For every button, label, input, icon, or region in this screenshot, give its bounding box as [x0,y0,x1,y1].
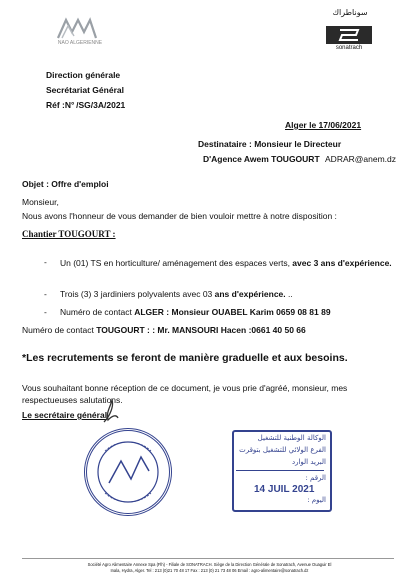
sender-secretariat: Secrétariat Général [46,85,124,95]
stamp-agency: الوكالة الوطنية للتشغيل [257,434,326,442]
sonatrach-emblem-icon [326,26,372,44]
footer-line-2: Inala, Hydra, Alger. Tel : 213 (0)21 70 48 17 Fax : 213 (0) 21 73 48 06 Email : agro-alimentaire@sonatrach.dz [110,568,309,573]
chantier-heading: Chantier TOUGOURT : [22,229,116,239]
company-logo-text: NAO ALGERIENNE [57,40,103,46]
company-logo [48,14,108,48]
footer-line-1: Société Agro Alimentaire Annexe Spa (Flh) - Filiale de SONATRACH. Siège de la Direction Générale de Sonatrach, Avenue Ouaguir El [87,562,332,567]
stamp-date: 14 JUIL 2021 [254,484,315,495]
stamp-divider [236,470,324,471]
letter-subject: Objet : Offre d'emploi [22,179,109,189]
footer-divider [22,558,394,559]
salutation: Monsieur, [22,197,59,207]
sonatrach-latin: sonatrach [335,45,363,51]
stamp-day-label: اليوم : [307,496,326,504]
stamp-number-label: الرقم : [305,474,326,482]
bullet-item-2: Trois (3) 3 jardiniers polyvalents avec 03 ans d'expérience. .. [60,289,293,299]
signature-mark-icon [100,398,120,426]
stamp-branch: الفرع الولائي للتشغيل بتوقرت [239,446,326,454]
bullet-dash-1: - [44,257,47,267]
reference-number: Réf :N° /SG/3A/2021 [46,100,126,110]
sonatrach-arabic: سوناطراك [332,8,368,17]
official-round-stamp-icon [84,428,172,516]
contact-tougourt: Numéro de contact TOUGOURT : : Mr. MANSOURI Hacen :0661 40 50 66 [22,325,306,335]
bullet-item-1: Un (01) TS en horticulture/ aménagement des espaces verts, avec 3 ans d'expérience. [60,258,392,268]
bullet-dash-2: - [44,289,47,299]
sender-department: Direction générale [46,70,121,80]
bullet-dash-3: - [44,307,47,317]
signatory-title: Le secrétaire général [22,410,108,420]
closing-paragraph: Vous souhaitant bonne réception de ce document, je vous prie d'agréé, monsieur, mes respectueuses salutations. [22,383,348,405]
bullet-item-3: Numéro de contact ALGER : Monsieur OUABEL Karim 0659 08 81 89 [60,307,331,317]
recipient-email[interactable]: ADRAR@anem.dz [325,154,396,164]
recipient-agency: D'Agence Awem TOUGOURT [203,154,320,164]
recruitment-notice: *Les recrutements se feront de manière graduelle et aux besoins. [22,352,348,364]
recipient-title: Destinataire : Monsieur le Directeur [198,139,342,149]
letter-date: Alger le 17/06/2021 [285,120,362,130]
stamp-mail: البريد الوارد [291,458,326,466]
intro-paragraph: Nous avons l'honneur de vous demander de bien vouloir mettre à notre disposition : [22,211,337,221]
